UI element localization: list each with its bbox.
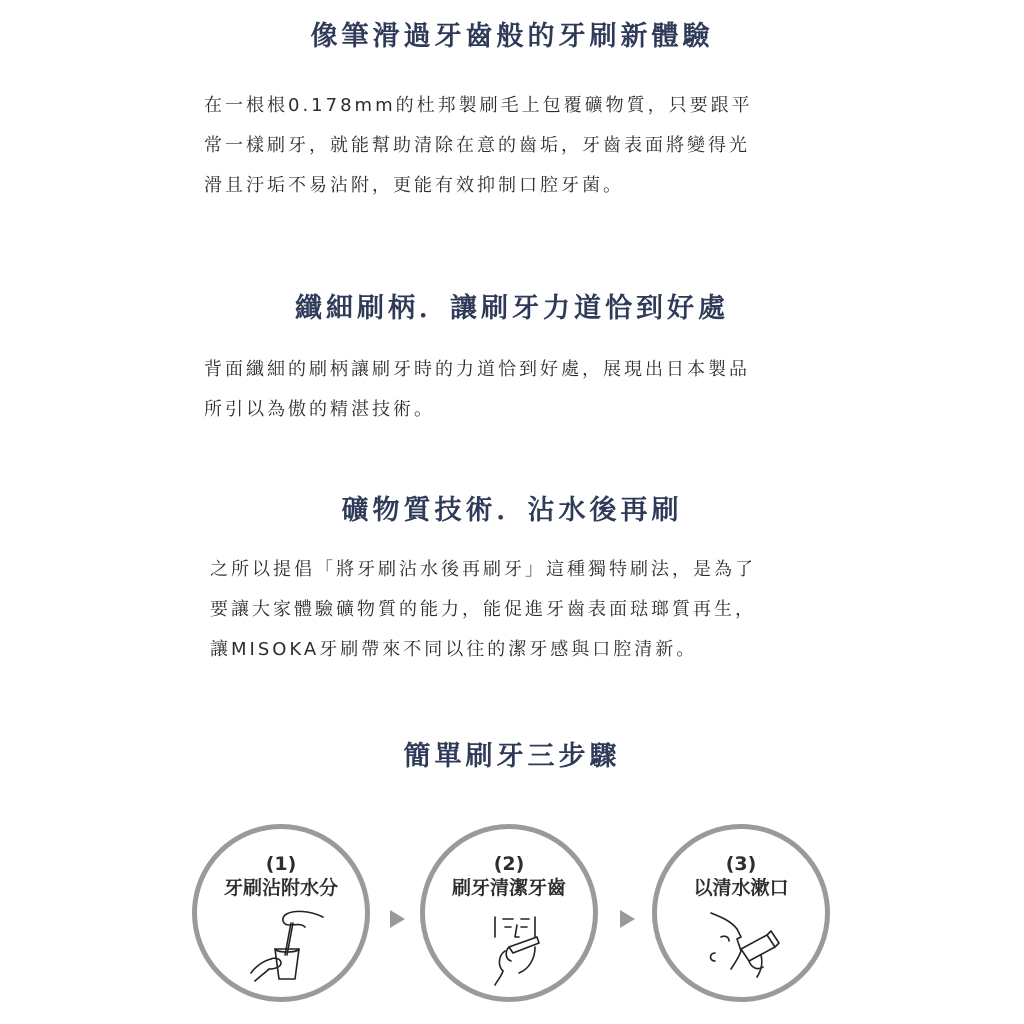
section-2-paragraph bbox=[204, 350, 750, 430]
section-1-line-1: 在一根根0.178mm的杜邦製刷毛上包覆礦物質，只要跟平 bbox=[204, 95, 753, 116]
section-1-line-3: 滑且汙垢不易沾附，更能有效抑制口腔牙菌。 bbox=[204, 175, 624, 196]
section-2-title: 纖細刷柄．讓刷牙力道恰到好處 bbox=[295, 293, 729, 324]
section-1-paragraph bbox=[204, 86, 753, 206]
step-3-label: 以清水漱口 bbox=[693, 877, 789, 899]
section-3-line-2: 要讓大家體驗礦物質的能力，能促進牙齒表面琺瑯質再生， bbox=[210, 599, 756, 620]
section-3-title: 礦物質技術．沾水後再刷 bbox=[341, 495, 683, 526]
step-3-circle bbox=[652, 824, 830, 1002]
section-1-title: 像筆滑過牙齒般的牙刷新體驗 bbox=[310, 21, 714, 52]
section-1-line-2: 常一樣刷牙，就能幫助清除在意的齒垢，牙齒表面將變得光 bbox=[204, 135, 750, 156]
step-arrow-2-icon bbox=[620, 910, 635, 928]
person-brushing-teeth-icon bbox=[469, 907, 559, 987]
section-2-line-2: 所引以為傲的精湛技術。 bbox=[204, 399, 435, 420]
step-2-label: 刷牙清潔牙齒 bbox=[451, 877, 566, 899]
section-2-line-1: 背面纖細的刷柄讓刷牙時的力道恰到好處，展現出日本製品 bbox=[204, 359, 750, 380]
person-rinsing-mouth-icon bbox=[701, 907, 791, 987]
step-3-number: (3) bbox=[725, 853, 757, 875]
steps-title: 簡單刷牙三步驟 bbox=[403, 741, 621, 772]
section-3-paragraph bbox=[210, 550, 756, 670]
step-arrow-1-icon bbox=[390, 910, 405, 928]
step-2-number: (2) bbox=[493, 853, 525, 875]
section-3-line-1: 之所以提倡「將牙刷沾水後再刷牙」這種獨特刷法，是為了 bbox=[210, 559, 756, 580]
step-2-circle bbox=[420, 824, 598, 1002]
step-1-label: 牙刷沾附水分 bbox=[223, 877, 338, 899]
step-1-number: (1) bbox=[265, 853, 297, 875]
hand-dipping-toothbrush-in-cup-icon bbox=[241, 907, 331, 987]
section-3-line-3: 讓MISOKA牙刷帶來不同以往的潔牙感與口腔清新。 bbox=[210, 639, 698, 660]
step-1-circle bbox=[192, 824, 370, 1002]
